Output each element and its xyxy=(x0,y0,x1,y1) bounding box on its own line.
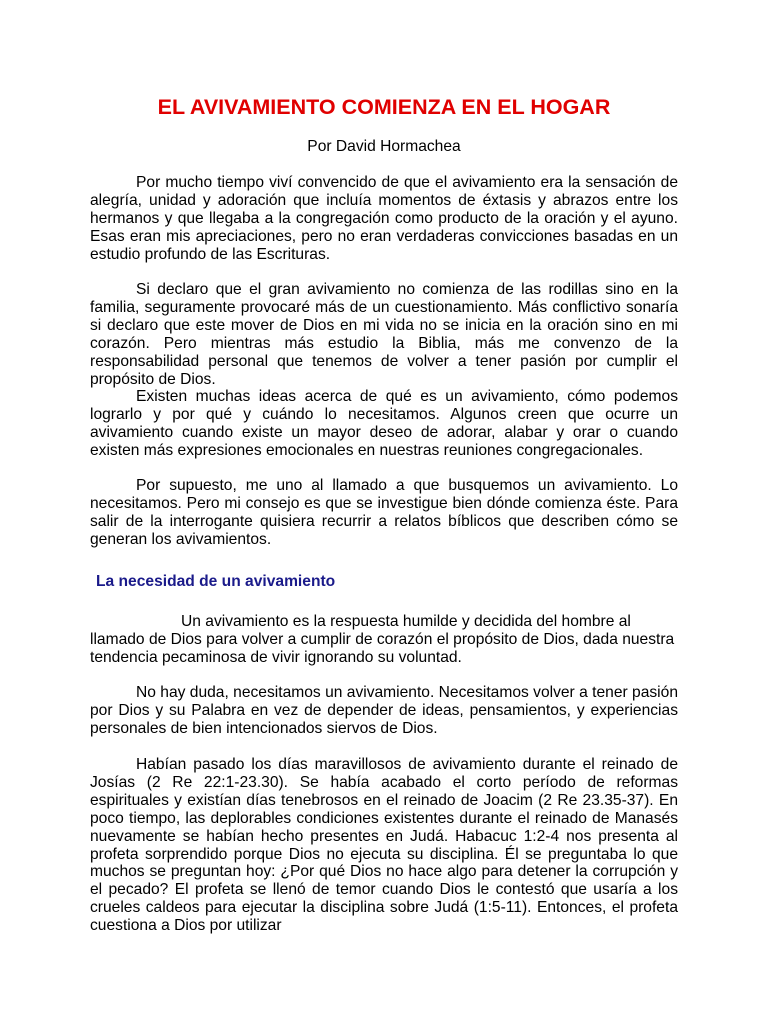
paragraph-2: Si declaro que el gran avivamiento no comienza de las rodillas sino en la familia, seguramente provocaré más de un cuestionamiento. Más conflictivo sonaría si declaro que este mover de Dios en mi vida no se inicia en la oración sino en mi corazón. Pero mientras más estudio la Biblia, más me convenzo de la responsabilidad personal que tenemos de volver a tener pasión por cumplir el propósito de Dios. xyxy=(90,281,678,388)
paragraph-5: Un avivamiento es la respuesta humilde y decidida del hombre al llamado de Dios para volver a cumplir de corazón el propósito de Dios, dada nuestra tendencia pecaminosa de vivir ignorando su voluntad. xyxy=(90,613,675,666)
paragraph-7: Habían pasado los días maravillosos de avivamiento durante el reinado de Josías (2 Re 22:1-23.30). Se había acabado el corto período de reformas espirituales y existían días tenebrosos en el reinado de Joacim (2 Re 23.35-37). En poco tiempo, las deplorables condiciones existentes durante el reinado de Manasés nuevamente se habían hecho presentes en Judá. Habacuc 1:2-4 nos presenta al profeta sorprendido porque Dios no ejecuta su disciplina. Él se preguntaba lo que muchos se preguntan hoy: ¿Por qué Dios no hace algo para detener la corrupción y el pecado? El profeta se llenó de temor cuando Dios le contestó que usaría a los crueles caldeos para ejecutar la disciplina sobre Judá (1:5-11). Entonces, el profeta cuestiona a Dios por utilizar xyxy=(90,756,678,935)
paragraph-6: No hay duda, necesitamos un avivamiento. Necesitamos volver a tener pasión por Dios y su Palabra en vez de depender de ideas, pensamientos, y experiencias personales de bien intencionados siervos de Dios. xyxy=(90,684,678,737)
paragraph-3: Existen muchas ideas acerca de qué es un avivamiento, cómo podemos lograrlo y por qué y cuándo lo necesitamos. Algunos creen que ocurre un avivamiento cuando existe un mayor deseo de adorar, alabar y orar o cuando existen más expresiones emocionales en nuestras reuniones congregacionales. xyxy=(90,388,678,459)
section-heading: La necesidad de un avivamiento xyxy=(96,573,336,590)
document-title: EL AVIVAMIENTO COMIENZA EN EL HOGAR xyxy=(157,95,611,119)
paragraph-1: Por mucho tiempo viví convencido de que el avivamiento era la sensación de alegría, unidad y adoración que incluía momentos de éxtasis y abrazos entre los hermanos y que llegaba a la congregación como producto de la oración y el ayuno. Esas eran mis apreciaciones, pero no eran verdaderas convicciones basadas en un estudio profundo de las Escrituras. xyxy=(90,174,678,263)
paragraph-4: Por supuesto, me uno al llamado a que busquemos un avivamiento. Lo necesitamos. Pero mi consejo es que se investigue bien dónde comienza éste. Para salir de la interrogante quisiera recurrir a relatos bíblicos que describen cómo se generan los avivamientos. xyxy=(90,477,678,548)
author-byline: Por David Hormachea xyxy=(307,138,461,155)
